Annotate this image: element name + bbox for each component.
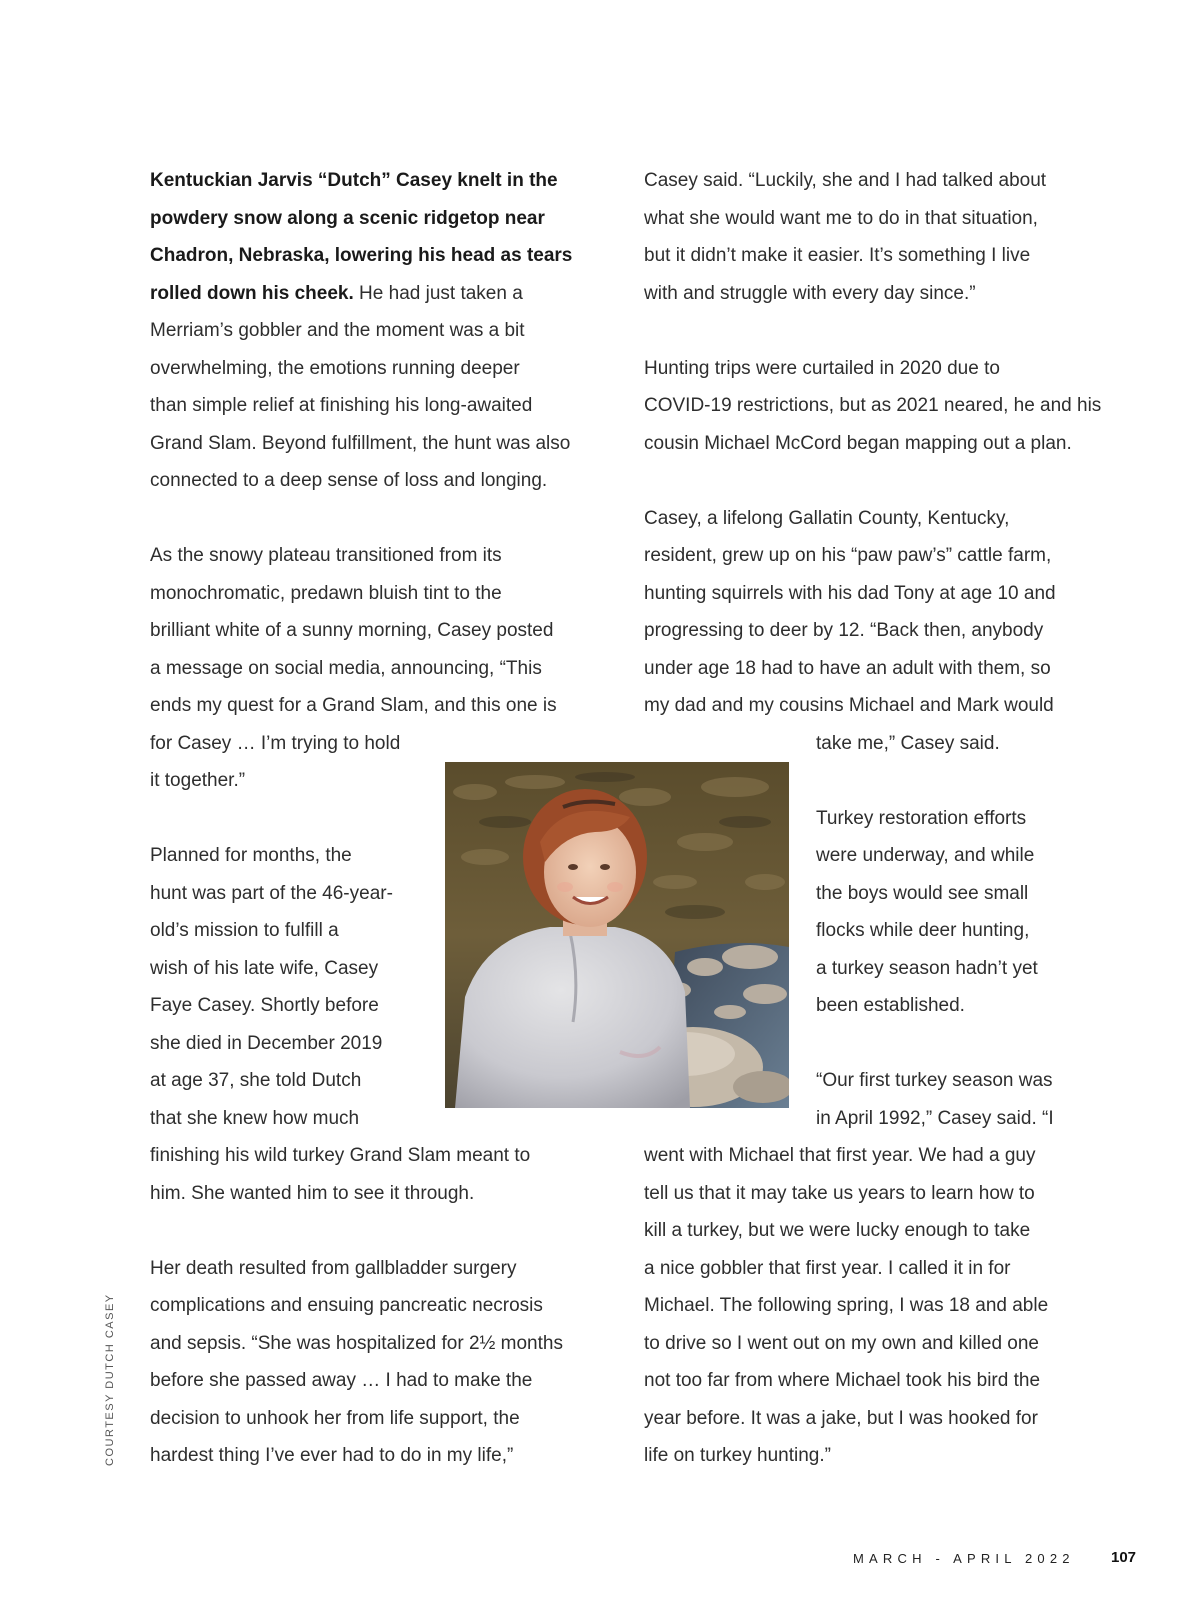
body-text: He had just taken a [353,283,523,304]
text-line: flocks while deer hunting, [816,920,1030,941]
text-line: she died in December 2019 [150,1033,383,1054]
text-line: under age 18 had to have an adult with them, so [644,658,1051,679]
text-line: old’s mission to fulfill a [150,920,339,941]
text-line: a nice gobbler that first year. I called it in for [644,1258,1011,1279]
text-line: wish of his late wife, Casey [150,958,379,979]
page-number: 107 [1111,1549,1137,1566]
text-line: were underway, and while [816,845,1035,866]
text-line: before she passed away … I had to make the [150,1370,533,1391]
text-line: what she would want me to do in that situation, [644,208,1038,229]
text-line: than simple relief at finishing his long-awaited [150,395,533,416]
text-line: for Casey … I’m trying to hold [150,733,401,754]
text-line: Turkey restoration efforts [816,808,1027,829]
text-line: Kentuckian Jarvis “Dutch” Casey knelt in the [150,170,558,191]
text-line: As the snowy plateau transitioned from its [150,545,502,566]
text-line: Chadron, Nebraska, lowering his head as tears [150,245,573,266]
text-line: hunting squirrels with his dad Tony at age 10 and [644,583,1056,604]
lead-in-text: rolled down his cheek. [150,283,354,304]
portrait-photo [445,762,789,1108]
text-line: resident, grew up on his “paw paw’s” cattle farm, [644,545,1052,566]
text-line: connected to a deep sense of loss and longing. [150,470,548,491]
text-line: went with Michael that first year. We had a guy [644,1145,1036,1166]
text-line: “Our first turkey season was [816,1070,1053,1091]
issue-date: MARCH - APRIL 2022 [853,1551,1075,1566]
text-line: Merriam’s gobbler and the moment was a bit [150,320,525,341]
text-line: been established. [816,995,965,1016]
text-line: cousin Michael McCord began mapping out a plan. [644,433,1072,454]
text-line: with and struggle with every day since.” [644,283,976,304]
text-line: COVID-19 restrictions, but as 2021 neared, he and his [644,395,1102,416]
text-line: finishing his wild turkey Grand Slam meant to [150,1145,531,1166]
text-line: Faye Casey. Shortly before [150,995,379,1016]
text-line: year before. It was a jake, but I was hooked for [644,1408,1038,1429]
text-line: my dad and my cousins Michael and Mark would [644,695,1054,716]
text-line: at age 37, she told Dutch [150,1070,362,1091]
text-line: powdery snow along a scenic ridgetop near [150,208,545,229]
text-line: progressing to deer by 12. “Back then, anybody [644,620,1044,641]
text-line [150,282,523,306]
text-line: in April 1992,” Casey said. “I [816,1108,1054,1129]
text-line: hardest thing I’ve ever had to do in my life,” [150,1445,514,1466]
text-line: it together.” [150,770,246,791]
text-line: Casey said. “Luckily, she and I had talked about [644,170,1047,191]
text-line: the boys would see small [816,883,1029,904]
text-line: Michael. The following spring, I was 18 and able [644,1295,1049,1316]
text-line: life on turkey hunting.” [644,1445,831,1466]
text-line: brilliant white of a sunny morning, Casey posted [150,620,554,641]
text-line: hunt was part of the 46-year- [150,883,393,904]
text-line: Planned for months, the [150,845,352,866]
text-line: him. She wanted him to see it through. [150,1183,475,1204]
text-line: a message on social media, announcing, “This [150,658,542,679]
text-line: and sepsis. “She was hospitalized for 2½ months [150,1333,563,1354]
text-line: overwhelming, the emotions running deeper [150,358,520,379]
text-line: a turkey season hadn’t yet [816,958,1038,979]
photo-credit: COURTESY DUTCH CASEY [104,1293,116,1466]
text-line: Casey, a lifelong Gallatin County, Kentucky, [644,508,1010,529]
text-line: tell us that it may take us years to learn how to [644,1183,1035,1204]
text-line: take me,” Casey said. [816,733,1000,754]
text-line: decision to unhook her from life support, the [150,1408,520,1429]
text-line: complications and ensuing pancreatic necrosis [150,1295,543,1316]
text-line: to drive so I went out on my own and killed one [644,1333,1040,1354]
text-line: monochromatic, predawn bluish tint to the [150,583,502,604]
text-line: not too far from where Michael took his bird the [644,1370,1041,1391]
text-line: ends my quest for a Grand Slam, and this one is [150,695,557,716]
text-line: kill a turkey, but we were lucky enough to take [644,1220,1031,1241]
text-line: Her death resulted from gallbladder surgery [150,1258,517,1279]
text-line: that she knew how much [150,1108,360,1129]
text-line: Grand Slam. Beyond fulfillment, the hunt was also [150,433,571,454]
text-line: Hunting trips were curtailed in 2020 due to [644,358,1000,379]
text-line: but it didn’t make it easier. It’s something I live [644,245,1031,266]
